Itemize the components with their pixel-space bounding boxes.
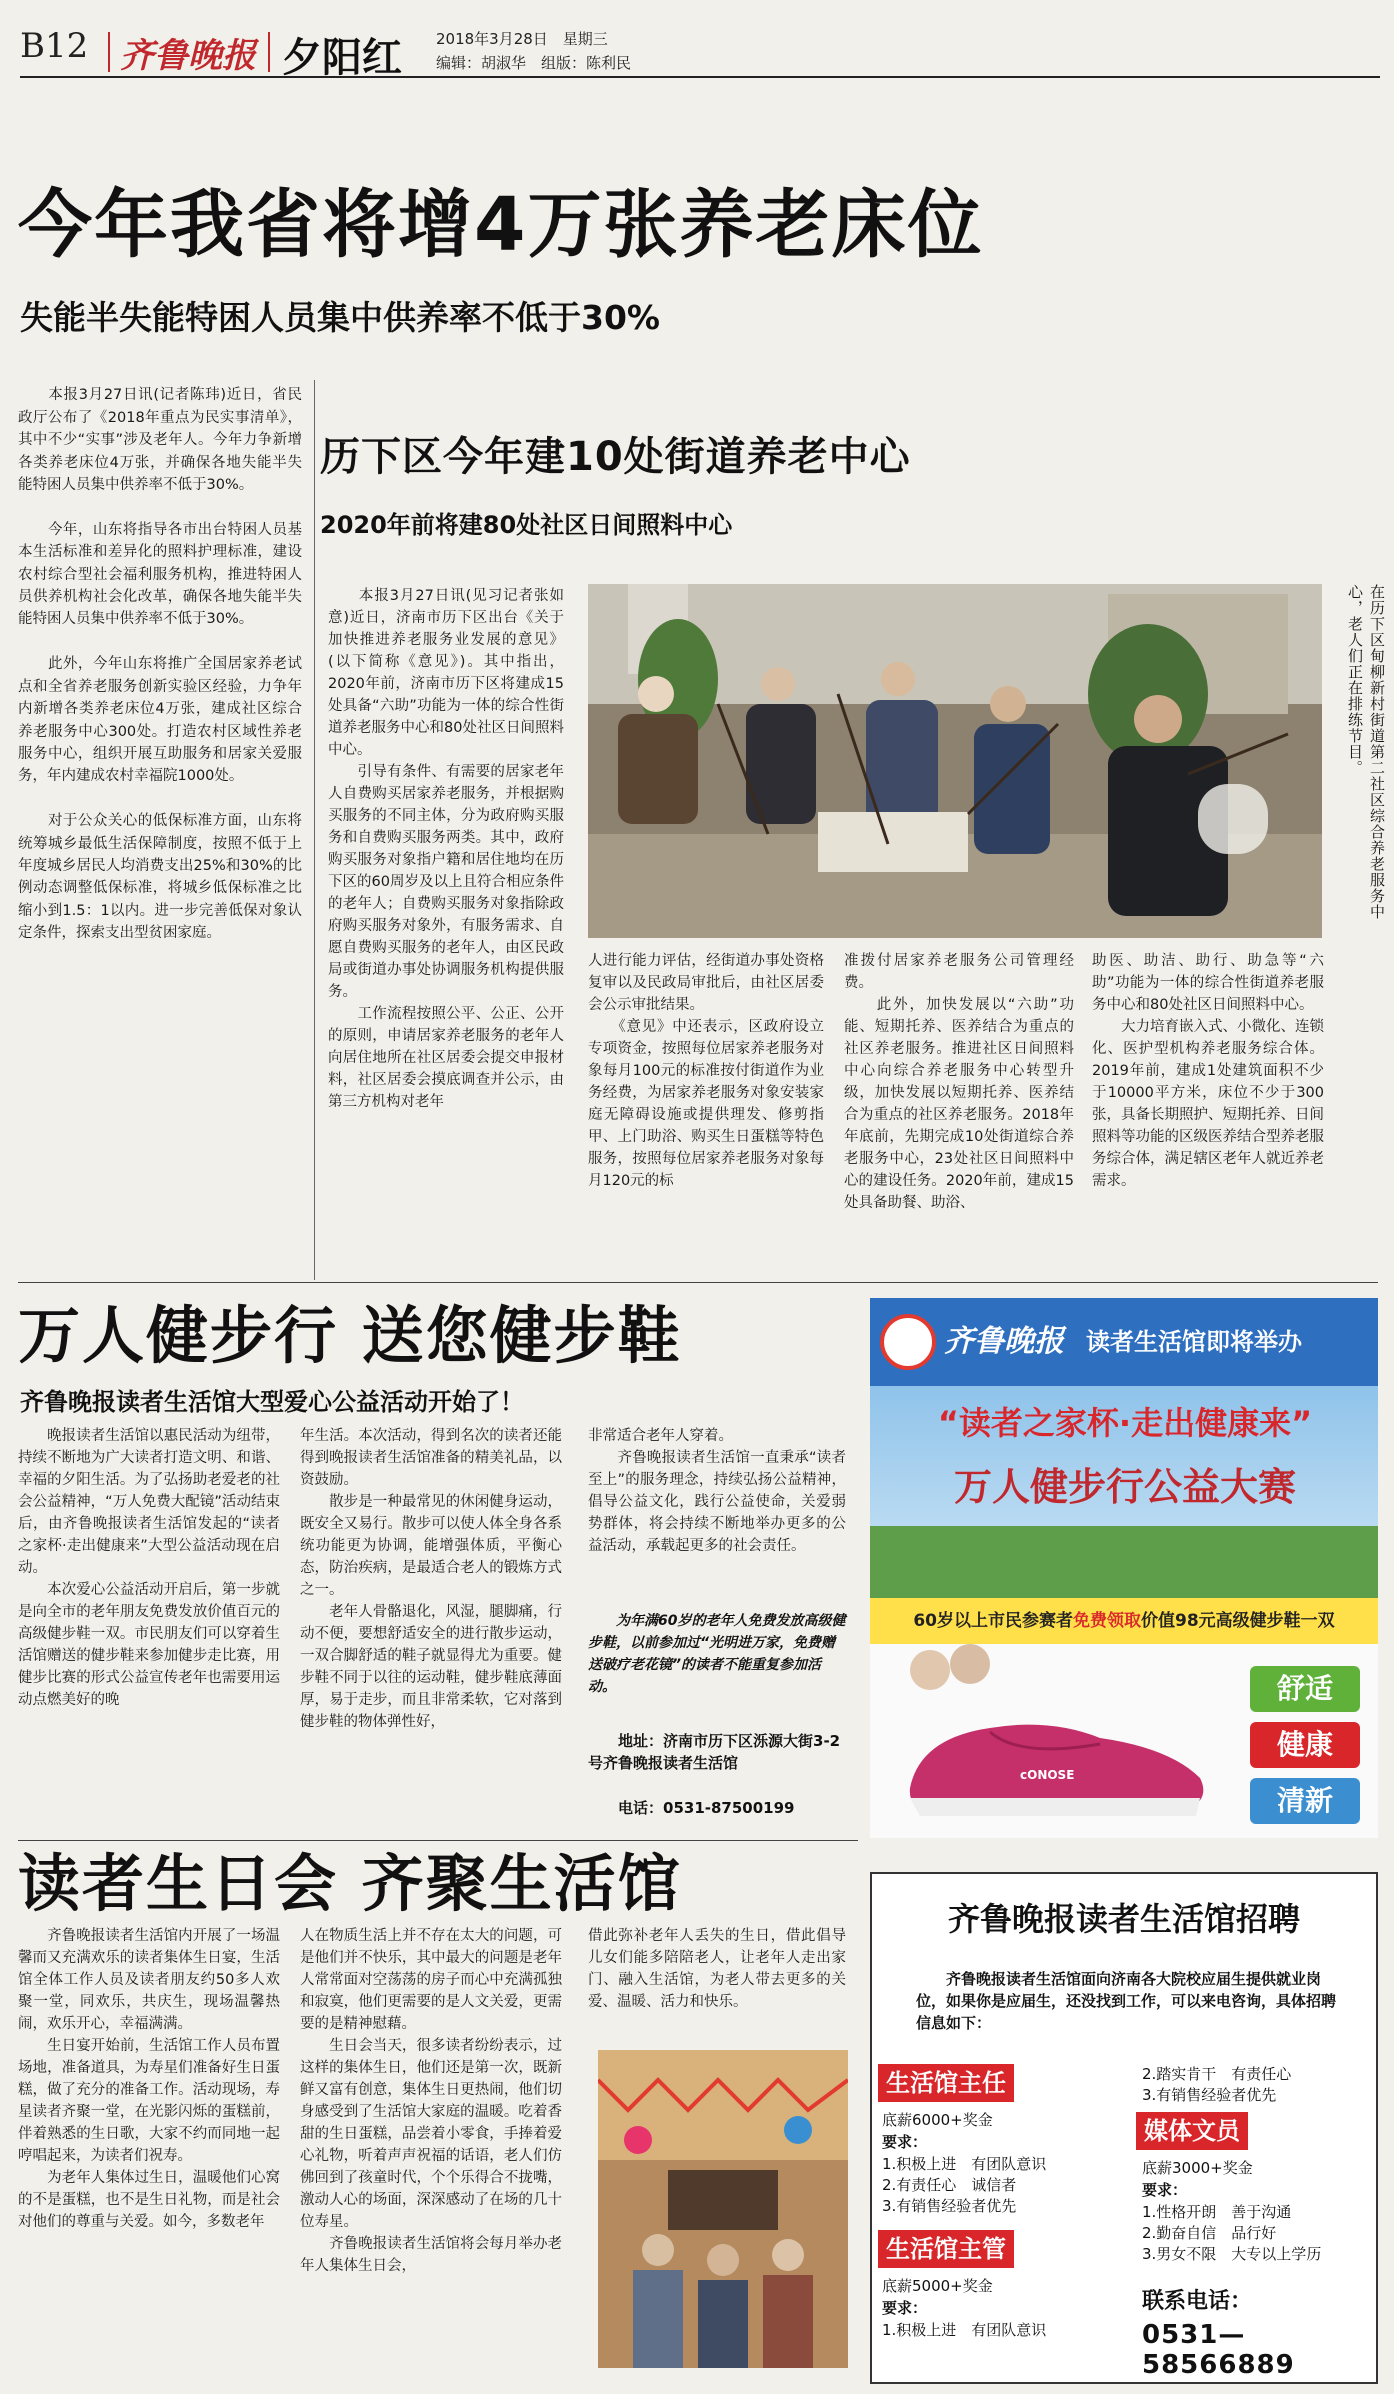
walking-event-ad (870, 1298, 1378, 1838)
article3-text: 非常适合老年人穿着。 齐鲁晚报读者生活馆一直秉承“读者至上”的服务理念，持续弘扬公益精神，倡导公益文化，践行公益使命，关爱弱势群体，将会持续不断地举办更多的公益活动，承载起更多的社会责任。 (588, 1428, 846, 1554)
job-req-label: 要求： (1142, 2181, 1188, 2199)
job-reqs-director (882, 2154, 1046, 2217)
activity-notice: 为年满60岁的老年人免费发放高级健步鞋，以前参加过“光明进万家，免费赠送破疗老花镜”的读者不能重复参加活动。 (588, 1613, 846, 1695)
article4-column-3: 借此弥补老年人丢失的生日，借此倡导儿女们能多陪陪老人，让老年人走出家门、融入生活馆，为老人带去更多的关爱、温暖、活力和快乐。 (588, 1928, 846, 2010)
ad-event-title: 万人健步行公益大赛 (953, 1465, 1296, 1509)
job-req-label: 要求： (882, 2133, 928, 2151)
job-req-label: 要求： (882, 2299, 928, 2317)
masthead (20, 22, 1380, 81)
supervisor-extra-reqs (1142, 2064, 1291, 2106)
section-divider (18, 1840, 858, 1841)
job-salary-director: 底薪6000+奖金 (882, 2111, 993, 2129)
article3-column-3 (588, 1425, 846, 1825)
job-reqs-clerk (1142, 2202, 1321, 2265)
article2-column-3: 准拨付居家养老服务公司管理经费。 此外，加快发展以“六助”功能、短期托养、医养结合为重点的社区养老服务。推进社区日间照料中心向综合养老服务中心转型升级，加快发展以短期托养、医养结合为重点的社区养老服务。2018年年底前，先期完成10处街道综合养老服务中心，23处社区日间照料中心的建设任务。2020年前，建成15处具备助餐、助浴、 (844, 953, 1074, 1211)
job-title-clerk: 媒体文员 (1136, 2112, 1248, 2150)
article2-headline: 历下区今年建10处街道养老中心 (320, 434, 911, 480)
ad-line1: 读者生活馆即将举办 (1086, 1328, 1302, 1356)
editors: 编辑：胡淑华 组版：陈利民 (436, 54, 632, 72)
ad-slogan: “读者之家杯·走出健康来” (937, 1404, 1313, 1442)
main-subheadline: 失能半失能特困人员集中供养率不低于30% (20, 298, 660, 337)
article4-column-1: 齐鲁晚报读者生活馆内开展了一场温馨而又充满欢乐的读者集体生日宴，生活馆全体工作人员及读者朋友约50多人欢聚一堂，同欢乐，共庆生，现场温馨热闹，欢乐开心，幸福满满。 生日宴开始前，生活馆工作人员布置场地，准备道具，为寿星们准备好生日蛋糕，做了充分的准备工作。活动现场，寿星读者齐聚一堂，在光影闪烁的蛋糕前，伴着熟悉的生日歌，大家不约而同地一起哼唱起来，为读者们祝寿。 为老年人集体过生日，温暖他们心窝的不是蛋糕，也不是生日礼物，而是社会对他们的尊重与关爱。如今，多数老年 (18, 1928, 280, 2230)
phone-label: 电话： (618, 1799, 664, 1817)
page-number: B12 (20, 26, 89, 66)
offer-suffix: 价值98元高级健步鞋一双 (1141, 1611, 1335, 1631)
main-headline: 今年我省将增4万张养老床位 (18, 182, 984, 268)
sun-logo-icon (880, 1314, 936, 1370)
paragraph: 对于公众关心的低保标准方面，山东将统筹城乡最低生活保障制度，按照不低于上年度城乡居民人均消费支出25%和30%的比例动态调整低保标准，将城乡低保标准之比缩小到1.5：1以内。进一步完善低保对象认定条件，探索支出型贫困家庭。 (18, 813, 302, 942)
tag-fresh: 清新 (1250, 1778, 1360, 1824)
requirement: 3.男女不限 大专以上学历 (1142, 2245, 1322, 2263)
article3-column-1: 晚报读者生活馆以惠民活动为纽带，持续不断地为广大读者打造文明、和谐、幸福的夕阳生活。为了弘扬助老爱老的社会公益精神，“万人免费大配镜”活动结束后，由齐鲁晚报读者生活馆发起的“读者之家杯·走出健康来”大型公益活动现在启动。 本次爱心公益活动开启后，第一步就是向全市的老年朋友免费发放价值百元的高级健步鞋一双。市民朋友们可以穿着生活馆赠送的健步鞋来参加健步走比赛，用健步比赛的形式公益宣传老年也需要用运动点燃美好的晚 (18, 1428, 280, 1708)
requirement: 2.踏实肯干 有责任心 (1142, 2065, 1292, 2083)
section-name: 夕阳红 (282, 35, 402, 81)
recruitment-title: 齐鲁晚报读者生活馆招聘 (947, 1900, 1300, 1938)
phone-number: 0531-87500199 (663, 1799, 795, 1817)
ad-brand: 齐鲁晚报 (944, 1324, 1064, 1359)
job-salary-supervisor: 底薪5000+奖金 (882, 2277, 993, 2295)
article2-column-4: 助医、助洁、助行、助急等“六助”功能为一体的综合性街道养老服务中心和80处社区日间照料中心。 大力培育嵌入式、小微化、连锁化、医护型机构养老服务综合体。2019年前，建成1处建筑面积不少于10000平方米，床位不少于300张，具备长期照护、短期托养、日间照料等功能的区级医养结合型养老服务综合体，满足辖区老年人就近养老需求。 (1092, 953, 1324, 1189)
birthday-party-photo (598, 2050, 848, 2368)
job-reqs-supervisor (882, 2320, 1046, 2341)
paragraph: 今年，山东将指导各市出台特困人员基本生活标准和差异化的照料护理标准，建设农村综合型社会福利服务机构，推进特困人员供养机构社会化改革，确保各地失能半失能特困人员集中供养率不低于30%。 (18, 521, 302, 628)
tag-health: 健康 (1250, 1722, 1360, 1768)
recruitment-ad (870, 1872, 1378, 2384)
shoe-brand: cONOSE (1020, 1768, 1075, 1782)
phone-block (588, 1797, 846, 1818)
article3-column-2: 年生活。本次活动，得到名次的读者还能得到晚报读者生活馆准备的精美礼品，以资鼓励。 散步是一种最常见的休闲健身运动，既安全又易行。散步可以使人体全身各系统功能更为协调，能增强体质，平衡心态，防治疾病，是最适合老人的锻炼方式之一。 老年人骨骼退化，风湿，腿脚痛，行动不便，要想舒适安全的进行散步运动，一双合脚舒适的鞋子就显得尤为重要。健步鞋不同于以往的运动鞋，健步鞋底薄面厚，易于走步，而且非常柔软，它对落到健步鞋的物体弹性好， (300, 1428, 562, 1730)
divider (108, 32, 110, 72)
elderly-couple-photo (910, 1650, 950, 1690)
ad-field (870, 1526, 1378, 1598)
contact-phone: 0531—58566889 (1142, 2320, 1295, 2380)
requirement: 2.有责任心 诚信者 (882, 2176, 1017, 2194)
article4-headline: 读者生日会 齐聚生活馆 (18, 1847, 682, 1920)
walking-shoe-icon (900, 1698, 1220, 1828)
requirement: 2.勤奋自信 品行好 (1142, 2224, 1277, 2242)
job-title-director: 生活馆主任 (878, 2064, 1014, 2102)
article2-subheadline: 2020年前将建80处社区日间照料中心 (320, 511, 733, 539)
recruitment-intro: 齐鲁晚报读者生活馆面向济南各大院校应届生提供就业岗位，如果你是应届生，还没找到工作，可以来电咨询，具体招聘信息如下： (916, 1970, 1337, 2032)
publish-date: 2018年3月28日 星期三 (436, 30, 608, 48)
section-divider (18, 1282, 1378, 1283)
job-salary-clerk: 底薪3000+奖金 (1142, 2159, 1253, 2177)
tag-comfort: 舒适 (1250, 1666, 1360, 1712)
article4-column-2: 人在物质生活上并不存在太大的问题，可是他们并不快乐，其中最大的问题是老年人常常面对空荡荡的房子而心中充满孤独和寂寞，他们更需要的是人文关爱，更需要的是精神慰藉。 生日会当天，很多读者纷纷表示，过这样的集体生日，他们还是第一次，既新鲜又富有创意，集体生日更热闹，他们切身感受到了生活馆大家庭的温暖。吃着香甜的生日蛋糕，品尝着小零食，手捧着爱心礼物，听着声声祝福的话语，老人们仿佛回到了孩童时代，个个乐得合不拢嘴，激动人心的场面，深深感动了在场的几十位寿星。 齐鲁晚报读者生活馆将会每月举办老年人集体生日会， (300, 1928, 562, 2274)
article2-column-2: 人进行能力评估，经街道办事处资格复审以及民政局审批后，由社区居委会公示审批结果。 《意见》中还表示，区政府设立专项资金，按照每位居家养老服务对象每月100元的标准按付街道作为业务经费，为居家养老服务对象安装家庭无障碍设施或提供理发、修剪指甲、上门助浴、购买生日蛋糕等特色服务，按照每位居家养老服务对象每月120元的标 (588, 953, 824, 1189)
requirement: 1.积极上进 有团队意识 (882, 2155, 1047, 2173)
requirement: 3.有销售经验者优先 (882, 2197, 1017, 2215)
ad-offer (870, 1598, 1378, 1644)
paragraph: 本报3月27日讯(记者陈玮)近日，省民政厅公布了《2018年重点为民实事清单》，其中不少“实事”涉及老年人。今年力争新增各类养老床位4万张，并确保各地失能半失能特困人员集中供养率不低于30%。 (18, 387, 302, 494)
divider (268, 32, 270, 72)
address-text: 济南市历下区泺源大街3-2号齐鲁晚报读者生活馆 (588, 1732, 841, 1772)
job-title-supervisor: 生活馆主管 (878, 2230, 1014, 2268)
article2-column-1: 本报3月27日讯(见习记者张如意)近日，济南市历下区出台《关于加快推进养老服务业发展的意见》(以下简称《意见》)。其中指出，2020年前，济南市历下区将建成15处具备“六助”功能为一体的综合性街道养老服务中心和80处社区日间照料中心。 引导有条件、有需要的居家老年人自费购买居家养老服务，并根据购买服务的不同主体，分为政府购买服务和自费购买服务两类。其中，政府购买服务对象指户籍和居住地均在历下区的60周岁及以上且符合相应条件的老年人；自费购买服务对象指除政府购买服务对象外，有服务需求、自愿自费购买服务的老年人，由区民政局或街道办事处协调服务机构提供服务。 工作流程按照公平、公正、公开的原则，申请居家养老服务的老年人向居住地所在社区居委会提交申报材料，社区居委会摸底调查并公示，由第三方机构对老年 (328, 588, 564, 1110)
article1-column (18, 362, 302, 1282)
contact-label: 联系电话： (1142, 2289, 1253, 2314)
column-divider (314, 380, 315, 1280)
paper-logo: 齐鲁晚报 (120, 36, 256, 76)
requirement: 3.有销售经验者优先 (1142, 2086, 1277, 2104)
photo-caption: 在历下区甸柳新村街道第二社区综合养老服务中心，老人们正在排练节目。 (1346, 584, 1386, 920)
rehearsal-photo (588, 584, 1322, 938)
offer-free: 免费领取 (1073, 1611, 1141, 1631)
elderly-couple-photo (950, 1644, 990, 1684)
offer-prefix: 60岁以上市民参赛者 (913, 1611, 1073, 1631)
paragraph: 此外，今年山东将推广全国居家养老试点和全省养老服务创新实验区经验，力争年内新增各类养老床位4万张，建成社区综合养老服务中心300处。打造农村区域性养老服务中心，组织开展互助服务和居家关爱服务，年内建成农村幸福院1000处。 (18, 656, 302, 785)
address-block (588, 1730, 846, 1774)
article3-headline: 万人健步行 送您健步鞋 (18, 1299, 682, 1372)
address-label: 地址： (618, 1732, 664, 1750)
requirement: 1.性格开朗 善于沟通 (1142, 2203, 1292, 2221)
article3-subheadline: 齐鲁晚报读者生活馆大型爱心公益活动开始了！ (20, 1388, 524, 1416)
requirement: 1.积极上进 有团队意识 (882, 2321, 1047, 2339)
